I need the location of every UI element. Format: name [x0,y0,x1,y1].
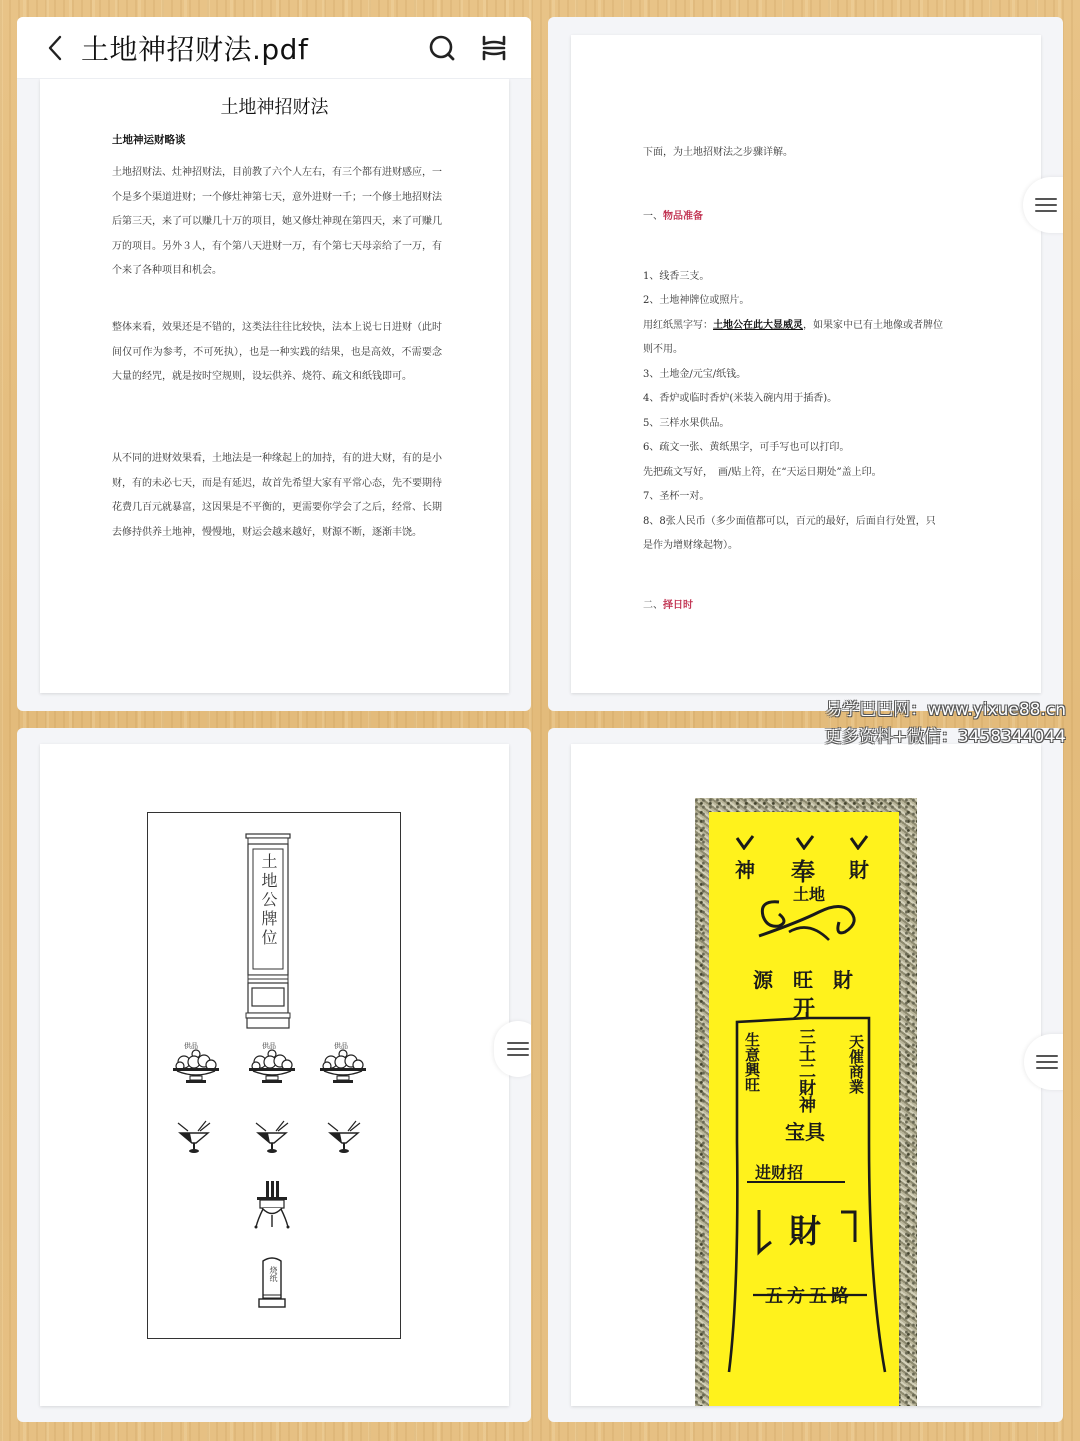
talisman-paper [709,812,899,1406]
talisman-char-row2: 土地 [793,885,826,904]
hamburger-menu-icon [1036,1055,1058,1069]
talisman-bottom-line: 五方五路 [765,1286,853,1307]
fruit-bowl-icon [172,1049,220,1085]
paragraph-3: 从不同的进财效果看，土地法是一种缘起上的加持，有的进大财，有的是小财，有的未必七天，而是有延迟，故首先希望大家有平常心态，先不要期待花费几百元就暴富，这因果是不平衡的，更需要你学会了之后，经常、长期去修持供养土地神，慢慢地，财运会越来越好，财源不断，逐渐丰饶。 [112,453,442,538]
talisman-column-center: 三土二財神 [795,1028,815,1113]
intro-text: 下面，为土地招财法之步骤详解。 [643,147,793,158]
page-subheading: 土地神运财略谈 [112,134,186,146]
item-8: 8、8张人民币（多少面值都可以，百元的最好，后面自行处置，只 [643,516,936,527]
hamburger-menu-icon [1035,198,1057,212]
section-1-heading [643,207,703,222]
wine-cup-icon [254,1119,290,1155]
talisman-char-center-big: 財 [789,1212,822,1250]
item-2-note: 用红纸黑字写：土地公在此大显威灵，如果家中已有土地像或者牌位 [643,320,943,331]
section-1-title: 物品准备 [663,211,703,222]
paragraph-2: 整体来看，效果还是不错的，这类法往往比较快，法本上说七日进财（此时间仅可作为参考，不可死执），也是一种实践的结果，也是高效，不需要念大量的经咒，就是按时空规则，设坛供养、烧符、疏文和纸钱即可。 [112,322,442,383]
section-2-heading [643,596,693,611]
item-6-note: 先把疏文写好， 画/贴上符，在“天运日期处”盖上印。 [643,467,882,478]
page-heading: 土地神招财法 [220,97,329,118]
chevron-left-icon [47,35,63,61]
paragraph-1: 土地招财法、灶神招财法，目前教了六个人左右，有三个都有进财感应，一个是多个渠道进财；一个修灶神第七天，意外进财一千；一个修土地招财法后第三天，来了可以赚几十万的项目，她又修灶神现在第四天，来了可赚几万的项目。另外３人，有个第八天进财一万，有个第七天母亲给了一万，有个来了各种项目和机会。 [112,167,442,277]
talisman-char-row3-center: 旺 [793,968,813,992]
talisman-char-top-right: 財 [849,858,869,882]
talisman-char-row3-left: 源 [753,968,773,992]
paper-bucket-label: 烧纸 [269,1266,278,1282]
search-button[interactable] [427,33,457,63]
section-1-prefix: 一、 [643,211,663,222]
pdf-page-panel-1 [17,17,531,711]
hamburger-menu-icon [507,1042,529,1056]
section-2-prefix: 二、 [643,600,663,611]
item-2: 2、土地神牌位或照片。 [643,295,750,306]
section-2-title: 择日时 [663,600,693,611]
fruit-bowl-icon [319,1049,367,1085]
talisman-char-center-top: 开 [793,996,816,1022]
pdf-page-panel-2 [548,17,1063,711]
back-button[interactable] [43,36,67,60]
talisman-char-center-line: 进财招 [755,1163,804,1182]
item-3: 3、土地金/元宝/纸钱。 [643,369,747,380]
talisman-char-top-center: 奉 [791,857,815,886]
fit-width-icon [480,34,508,62]
talisman-column-right: 天催商業 [847,1034,865,1094]
item-8-line-2: 是作为增财缘起物）。 [643,540,738,551]
item-1: 1、线香三支。 [643,271,710,282]
document-title: 土地神招财法.pdf [81,32,309,66]
pdf-page-2 [571,35,1041,693]
talisman-char-top-left: 神 [735,858,755,882]
pdf-page-3 [40,744,509,1406]
item-7: 7、圣杯一对。 [643,491,710,502]
offering-label-2: 供品 [262,1042,276,1050]
talisman-char-row3-right: 財 [833,968,853,992]
watermark-line-2: 更多资料+微信：3458344044 [824,727,1066,747]
side-menu-handle[interactable] [494,1021,531,1077]
item-2-note-line-2: 则不用。 [643,344,683,355]
talisman-border [695,798,917,1406]
search-icon [428,34,456,62]
offering-label-3: 供品 [334,1042,348,1050]
pdf-page-4 [571,744,1041,1406]
fit-width-button[interactable] [479,33,509,63]
wine-cup-icon [326,1119,362,1155]
talisman-column-left: 生意興旺 [743,1032,761,1092]
pdf-page-panel-4 [548,728,1063,1422]
fruit-bowl-icon [248,1049,296,1085]
viewer-top-bar [17,17,531,79]
item-5: 5、三样水果供品。 [643,418,730,429]
watermark-line-1: 易学巴巴网：www.yixue88.cn [825,700,1066,720]
pdf-page-panel-3 [17,728,531,1422]
offering-label-1: 供品 [184,1042,198,1050]
altar-diagram-frame [147,812,401,1339]
wine-cup-icon [176,1119,212,1155]
tablet-inscription: 土地公牌位 [259,853,278,948]
paper-burning-bucket-icon [257,1255,287,1309]
item-4: 4、香炉或临时香炉(米装入碗内用于插香)。 [643,393,838,404]
underlined-phrase: 土地公在此大显威灵 [713,320,803,331]
incense-burner-icon [254,1179,290,1231]
item-6: 6、疏文一张、黄纸黑字，可手写也可以打印。 [643,442,850,453]
talisman-char-center-mid: 宝具 [785,1120,825,1144]
pdf-page-1 [40,79,509,693]
